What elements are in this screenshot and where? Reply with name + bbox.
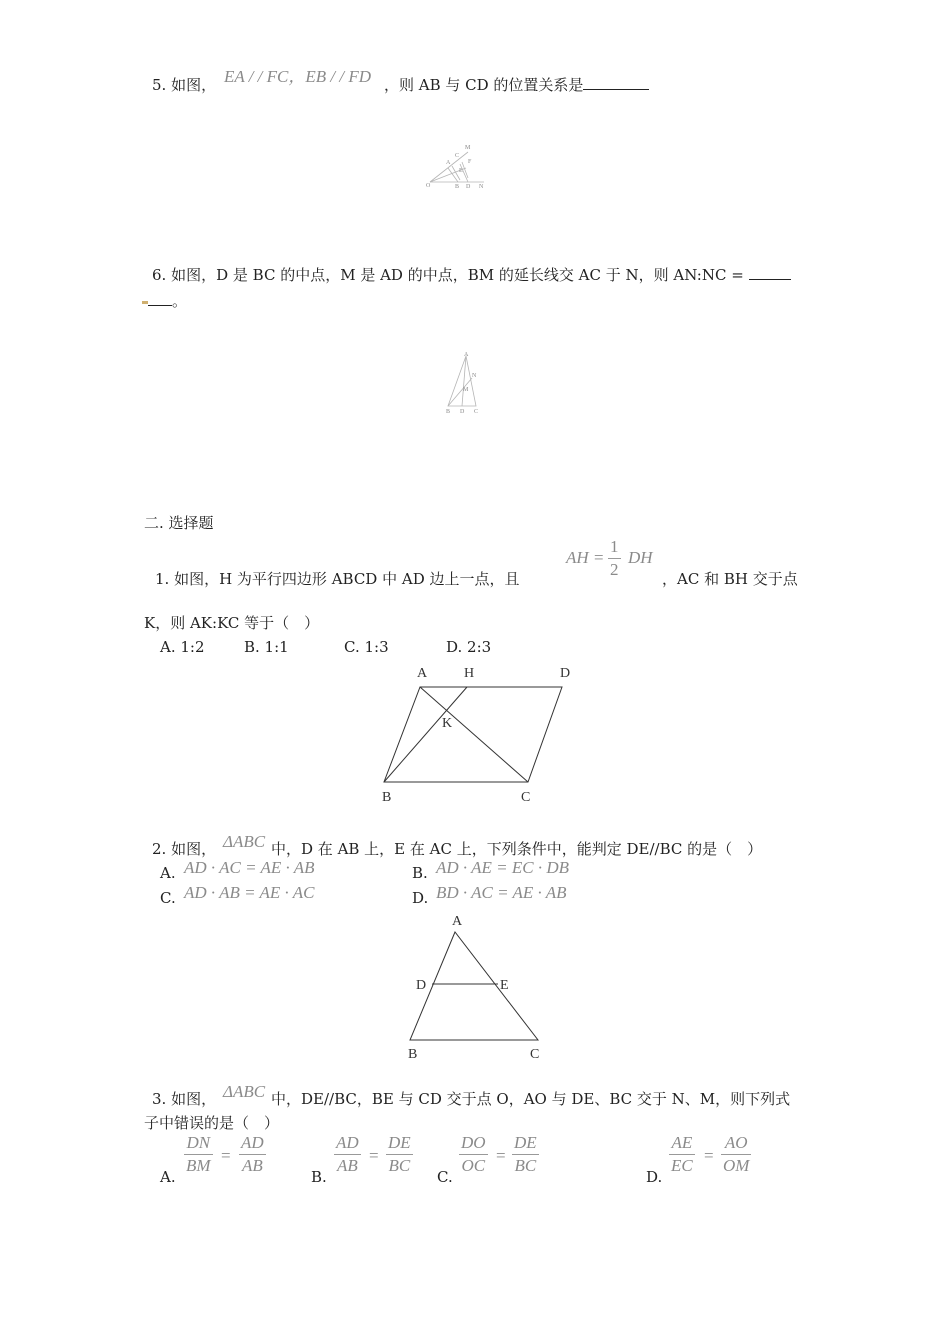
q5-question xyxy=(384,74,649,95)
numerator: DO xyxy=(461,1133,486,1152)
c3-option-a-frac-left[interactable] xyxy=(184,1133,213,1176)
numerator: DE xyxy=(514,1133,537,1152)
numerator: DE xyxy=(388,1133,411,1152)
c1-eq-fraction xyxy=(608,537,621,580)
c1-eq-rhs: DH xyxy=(628,548,653,567)
c3-triangle: ΔABC xyxy=(223,1082,266,1101)
c1-parallelogram-figure xyxy=(376,660,586,810)
numerator: AD xyxy=(336,1133,359,1152)
denominator: BC xyxy=(388,1156,411,1175)
q5-fig-label: D xyxy=(466,184,471,190)
q6-fig-label: B xyxy=(446,409,451,415)
c3-option-d-frac-left[interactable] xyxy=(669,1133,695,1176)
c2-triangle-figure xyxy=(404,910,554,1066)
numerator: AE xyxy=(671,1133,693,1152)
q5-fig-label: C xyxy=(455,153,460,159)
equals-sign: = xyxy=(369,1146,379,1165)
q5-prefix: 5. 如图， xyxy=(152,76,217,94)
c1-fig-label: K xyxy=(442,716,453,731)
c1-option-a[interactable]: A. 1:2 xyxy=(160,638,205,656)
c1-fig-label: A xyxy=(417,666,428,681)
denominator: EC xyxy=(671,1156,693,1175)
q5-answer-blank[interactable] xyxy=(583,75,649,90)
c2-fig-label: B xyxy=(408,1047,418,1062)
c2-option-b-label[interactable]: B. xyxy=(412,864,428,882)
c1-question-cont: ，AC 和 BH 交于点 xyxy=(662,570,798,588)
equals-sign: = xyxy=(704,1146,714,1165)
c3-option-a-label[interactable]: A. xyxy=(160,1168,176,1186)
q6-text: 6. 如图，D 是 BC 的中点，M 是 AD 的中点，BM 的延长线交 AC 于 N，则 AN:NC = xyxy=(152,266,744,284)
numerator: AD xyxy=(241,1133,264,1152)
denominator: OC xyxy=(461,1156,486,1175)
c2-option-c[interactable]: AD · AB = AE · AC xyxy=(184,883,315,902)
c2-option-a-label[interactable]: A. xyxy=(160,864,176,882)
q5-fig-label: A xyxy=(446,160,451,166)
q6-figure xyxy=(444,352,484,414)
c1-option-c[interactable]: C. 1:3 xyxy=(344,638,389,656)
numerator: DN xyxy=(186,1133,211,1152)
q5-fig-label: N xyxy=(479,184,484,190)
c1-eq-den: 2 xyxy=(610,560,619,579)
c3-option-c-label[interactable]: C. xyxy=(437,1168,453,1186)
denominator: OM xyxy=(723,1156,750,1175)
c2-fig-label: C xyxy=(530,1047,540,1062)
c2-option-a[interactable]: AD · AC = AE · AB xyxy=(184,858,315,877)
c2-option-b[interactable]: AD · AE = EC · DB xyxy=(436,858,569,877)
q6-fig-label: C xyxy=(474,409,479,415)
c1-fig-label: C xyxy=(521,790,531,805)
numerator: AO xyxy=(724,1133,748,1152)
c1-eq-num: 1 xyxy=(610,537,619,556)
fraction-bar xyxy=(608,558,621,559)
q5-text: ，则 AB 与 CD 的位置关系是 xyxy=(384,76,584,94)
q5-condition: EA / / FC，EB / / FD xyxy=(224,67,372,86)
q5-fig-label: B xyxy=(455,184,460,190)
q6-fig-label: A xyxy=(464,352,469,358)
q5-figure xyxy=(424,142,492,190)
q6-end: 。 xyxy=(172,292,188,310)
c3-question: 中，DE//BC，BE 与 CD 交于点 O，AO 与 DE、BC 交于 N、M，则下列式 xyxy=(271,1090,791,1108)
c2-option-d[interactable]: BD · AC = AE · AB xyxy=(436,883,567,902)
q6-fig-label: M xyxy=(463,387,469,393)
c1-fig-label: D xyxy=(560,666,571,681)
c2-question: 中，D 在 AB 上，E 在 AC 上，下列条件中，能判定 DE//BC 的是（ ） xyxy=(271,840,763,858)
q6-question-line2 xyxy=(142,290,187,311)
q5-fig-label: O xyxy=(426,183,431,189)
q6-question xyxy=(152,264,791,285)
c2-fig-label: D xyxy=(416,978,427,993)
section-title: 二. 选择题 xyxy=(144,514,214,532)
q5-fig-label: M xyxy=(465,145,471,151)
c3-question-line2: 子中错误的是（ ） xyxy=(144,1114,280,1132)
c3-prefix: 3. 如图， xyxy=(152,1090,217,1108)
equals-sign: = xyxy=(496,1146,506,1165)
c3-option-d-frac-right[interactable] xyxy=(721,1133,751,1176)
c3-option-a-frac-right[interactable] xyxy=(239,1133,266,1176)
c2-option-d-label[interactable]: D. xyxy=(412,889,429,907)
c2-fig-label: A xyxy=(452,914,463,929)
q6-answer-blank-1[interactable] xyxy=(749,265,791,280)
q6-answer-blank-2[interactable] xyxy=(148,291,172,306)
c1-fig-label: B xyxy=(382,790,392,805)
q5-fig-label: F xyxy=(468,159,472,165)
denominator: AB xyxy=(241,1156,263,1175)
c3-option-b-frac-right[interactable] xyxy=(386,1133,413,1176)
c1-question: 1. 如图，H 为平行四边形 ABCD 中 AD 边上一点，且 xyxy=(155,570,520,588)
q5-fig-label: E xyxy=(459,168,463,174)
denominator: BM xyxy=(186,1156,211,1175)
c2-prefix: 2. 如图， xyxy=(152,840,217,858)
c1-question-line2: K，则 AK:KC 等于（ ） xyxy=(144,614,320,632)
c3-option-b-label[interactable]: B. xyxy=(311,1168,327,1186)
q6-fig-label: D xyxy=(460,409,465,415)
c1-option-d[interactable]: D. 2:3 xyxy=(446,638,492,656)
c2-triangle: ΔABC xyxy=(223,832,266,851)
c3-option-b-frac-left[interactable] xyxy=(334,1133,361,1176)
c1-fig-label: H xyxy=(464,666,475,681)
denominator: AB xyxy=(336,1156,358,1175)
c2-fig-label: E xyxy=(500,978,509,993)
denominator: BC xyxy=(514,1156,537,1175)
q6-fig-label: N xyxy=(472,373,477,379)
c3-option-d-label[interactable]: D. xyxy=(646,1168,663,1186)
c3-option-c-frac-left[interactable] xyxy=(459,1133,488,1176)
c3-option-c-frac-right[interactable] xyxy=(512,1133,539,1176)
c1-eq-lhs: AH = xyxy=(566,548,605,567)
equals-sign: = xyxy=(221,1146,231,1165)
c2-option-c-label[interactable]: C. xyxy=(160,889,176,907)
c1-option-b[interactable]: B. 1:1 xyxy=(244,638,289,656)
